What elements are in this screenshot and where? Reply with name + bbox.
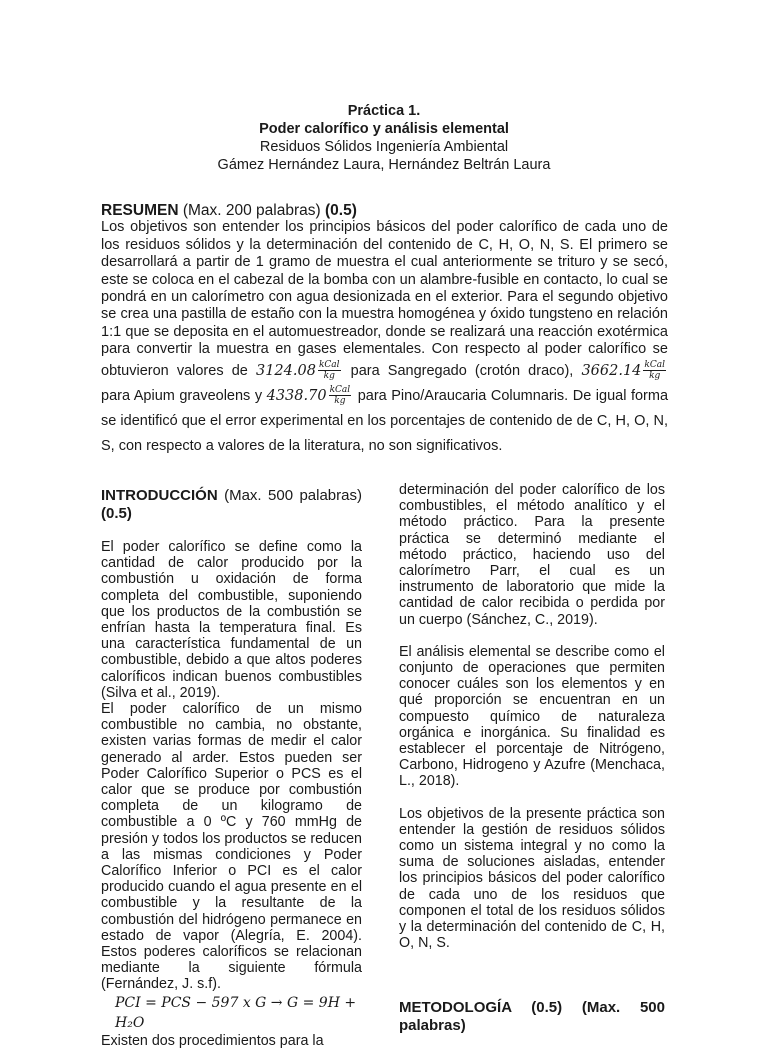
unit-fraction: $\frac{\text{kCal}}{kg}$ — [329, 385, 351, 407]
authors: Gámez Hernández Laura, Hernández Beltrán Laura — [217, 157, 551, 173]
intro-paragraph-1: El poder calorífico se define como la cantidad de calor producido por la combustión u oxidación de forma completa del combustible, suponiendo que los productos de la combustión se enfrían hasta la temperatura final. Es una característica fundamental de un combustible, debido a que altos poderes caloríficos indican buenos combustibles (Silva et al., 2019). — [101, 539, 362, 701]
intro-score: (0.5) — [101, 505, 132, 522]
unit-fraction: $\frac{\text{kCal}}{kg}$ — [644, 360, 665, 382]
course-name: Residuos Sólidos Ingeniería Ambiental — [259, 139, 509, 155]
value-pino: 4338.70 — [266, 387, 327, 404]
right-paragraph-2: El análisis elemental se describe como el conjunto de operaciones que permiten conocer cuáles son los elementos y en qué proporción se encuentran en un compuesto químico de naturaleza orgánica e inorgánica. Su finalidad es establecer el porcentaje de Nitrógeno, Carbono, Hidrogeno y Azufre (Menchaca, L., 2018). — [399, 643, 665, 790]
practice-subtitle: Poder calorífico y análisis elemental — [259, 121, 509, 137]
abstract-text-4: para Pino/Araucaria Columnaris. De igual forma se identificó que el error experimental en los porcentajes de contenido de de C, H, O, N, S, con respecto a valores de la literatura, no son significativos. — [101, 387, 669, 454]
abstract-text-1: Los objetivos son entender los principios básicos del poder calorífico de cada uno de los residuos sólidos y la determinación del contenido de C, H, O, N, S. El primero se desarrollará a partir de 1 gramo de muestra el cual anteriormente se trituro y se secó, este se coloca en el cabezal de la bomba con un alambre-fusible en contacto, lo cual se pondrá en un calorímetro con agua desionizada en el exterior. Para el segundo objetivo se crea una pastilla de estaño con la muestra homogénea y óxido tungsteno en relación 1:1 que se deposita en el automuestreador, donde se realizará una reacción exotérmica para convertir la muestra en gases elementales. Con respecto al poder calorífico se obtuvieron valores de — [101, 219, 668, 379]
intro-heading-line — [101, 487, 362, 523]
intro-paragraph-2: El poder calorífico de un mismo combustible no cambia, no obstante, existen varias formas de medir el calor generado al arder. Estos pueden ser Poder Calorífico Superior o PCS es el calor que se produce por combustión completa de un kilogramo de combustible a 0 ºC y 760 mmHg de presión y todos los productos se reducen a las mismas condiciones y Poder Calorífico Inferior o PCI es el calor producido cuando el agua presente en el combustible y la resultante de la combustión del hidrógeno permanece en estado de vapor (Alegría, E. 2004). Estos poderes caloríficos se relacionan mediante la siguiente fórmula (Fernández, J. s.f). — [101, 701, 362, 993]
practice-title: Práctica 1. — [347, 103, 421, 119]
pci-formula: PCI = PCS − 597 x G → G = 9H + H₂O — [115, 994, 357, 1031]
abstract-body — [101, 219, 668, 458]
abstract-score: (0.5) — [324, 202, 357, 219]
unit-fraction: $\frac{\text{kCal}}{kg}$ — [318, 360, 340, 382]
abstract-heading-line — [101, 202, 668, 219]
intro-paragraph-3: Existen dos procedimientos para la — [101, 1032, 324, 1049]
right-paragraph-1: determinación del poder calorífico de los combustibles, el método analítico y el método práctico. Para la presente práctica se determinó mediante el método práctico, haciendo uso del calorímetro Parr, el cual es un instrumento de laboratorio que mide la cantidad de calor recibida o perdida por un cuerpo (Sánchez, C., 2019). — [399, 482, 665, 628]
abstract-text-3: para Apium graveolens y — [101, 387, 263, 404]
left-column — [101, 487, 362, 1049]
document-header — [0, 102, 768, 174]
right-column — [399, 482, 665, 1035]
abstract-heading: RESUMEN — [101, 202, 179, 219]
intro-heading: INTRODUCCIÓN — [101, 487, 218, 504]
abstract-limit: (Max. 200 palabras) — [178, 202, 325, 219]
abstract-text-2: para Sangregado (crotón draco), — [342, 362, 582, 379]
value-sangregado: 3124.08 — [255, 362, 316, 379]
value-apium: 3662.14 — [581, 362, 642, 379]
intro-limit: (Max. 500 palabras) — [217, 487, 362, 504]
abstract-section — [101, 202, 668, 459]
methodology-heading: METODOLOGÍA (0.5) (Max. 500 palabras) — [399, 999, 665, 1035]
right-paragraph-3: Los objetivos de la presente práctica son entender la gestión de residuos sólidos como un sistema integral y no como la suma de soluciones aisladas, entender los principios básicos del poder calorífico de cada uno de los residuos que componen el total de los residuos sólidos y la determinación del contenido de C, H, O, N, S. — [399, 805, 665, 952]
